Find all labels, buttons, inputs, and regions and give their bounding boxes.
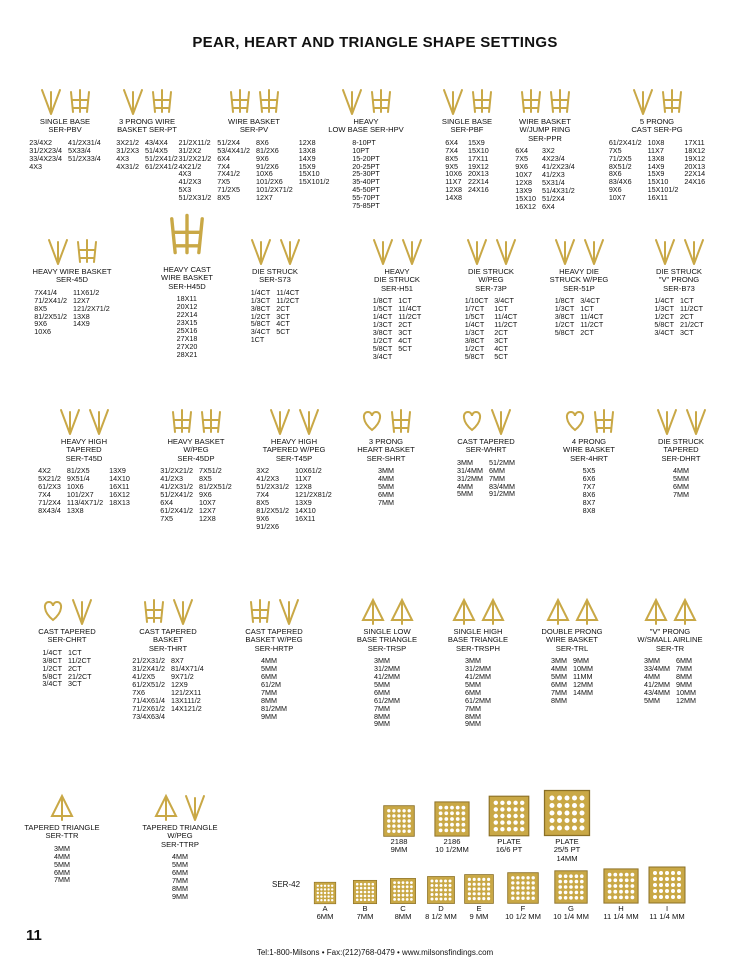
size-column: 8X7 81/4X71/4 9X71/2 12X9 121/2X11 13X111/2 14X121/2	[171, 656, 204, 713]
size-column: 51/2X4 53/4X41/2 6X4 7X4 7X41/2 7X5 71/2X5 8X5	[217, 137, 250, 203]
heart-setting-icon	[459, 406, 485, 436]
size-column: 8X6 81/2X6 9X6 91/2X6 10X6 101/2X6 101/2X71/2 12X7	[256, 137, 293, 203]
size-list	[352, 297, 442, 360]
triangle-low-icon	[360, 596, 386, 626]
triangle-side-icon	[574, 596, 600, 626]
size-column: 11/4CT 11/2CT 2CT 3CT 4CT 5CT	[276, 287, 300, 337]
perforated-plate-icon	[433, 800, 471, 838]
perforated-plate-icon	[313, 881, 337, 905]
prong-side-icon	[681, 236, 707, 266]
size-column: 3X2 4X23/4 41/2X23/4 41/2X3 5X31/4 51/4X31/2 51/2X4 6X4	[542, 146, 575, 211]
setting-label: HEAVY HIGH TAPERED SER-T45D	[60, 437, 108, 463]
size-list	[22, 289, 122, 336]
size-list	[505, 147, 585, 210]
size-column: 15X9 15X10 17X11 19X12 20X13 22X14 24X16	[468, 137, 489, 195]
setting-images	[352, 402, 420, 436]
plate-item	[425, 800, 479, 855]
size-column: 1/4CT 3/8CT 1/2CT 5/8CT 3/4CT	[42, 647, 62, 689]
ser42-item-label: E 9 MM	[469, 904, 489, 922]
perforated-plate-icon	[553, 869, 589, 905]
size-column: 31/2X21/2 41/2X3 41/2X31/2 51/2X41/2 6X4 61/2X41/2 7X5	[160, 466, 193, 523]
size-column: 3X21/2 31/2X3 4X3 4X31/2	[116, 137, 139, 171]
setting-images	[634, 232, 724, 266]
setting-item	[352, 232, 442, 360]
setting-images	[505, 82, 585, 116]
ser42-item-label: D 8 1/2 MM	[425, 904, 457, 922]
ser42-item-label: C 8MM	[394, 904, 412, 922]
v-prong-icon	[170, 596, 196, 626]
setting-item	[592, 82, 722, 202]
setting-label: "V" PRONG W/SMALL AIRLINE SER-TR	[637, 627, 703, 653]
triangle-side-icon	[389, 596, 415, 626]
setting-item	[118, 592, 218, 720]
size-column: 1/10CT 1/7CT 1/5CT 1/4CT 1/3CT 3/8CT 1/2CT 5/8CT	[464, 296, 489, 361]
setting-images	[22, 82, 108, 116]
size-column: 43/4X4 51/4X5 51/2X41/2 61/2X41/2	[145, 137, 178, 171]
size-list	[548, 467, 630, 514]
page-title: PEAR, HEART AND TRIANGLE SHAPE SETTINGS	[192, 34, 558, 51]
setting-images	[432, 82, 502, 116]
setting-label: 5 PRONG CAST SER-PG	[631, 117, 683, 135]
setting-images	[22, 402, 146, 436]
size-column: 1/8CT 1/3CT 3/8CT 1/2CT 5/8CT	[554, 296, 575, 337]
setting-images	[22, 232, 122, 266]
size-list	[22, 845, 102, 885]
setting-images	[640, 402, 722, 436]
size-list	[108, 139, 186, 171]
size-column: 3/4CT 1CT 11/4CT 11/2CT 2CT	[580, 296, 604, 337]
size-list	[146, 467, 246, 522]
setting-images	[538, 232, 620, 266]
heart-basket-icon	[562, 406, 588, 436]
setting-images	[142, 200, 232, 264]
setting-images	[624, 592, 716, 626]
perforated-plate-icon	[647, 865, 687, 905]
size-list	[446, 459, 526, 499]
plate-label: PLATE 25/5 PT 14MM	[553, 837, 581, 863]
heart-basket-icon	[359, 406, 385, 436]
setting-label: WIRE BASKET W/JUMP RING SER-PPR	[519, 117, 571, 143]
setting-item	[238, 592, 310, 720]
size-column: 23/4X2 31/2X23/4 33/4X23/4 4X3	[29, 137, 62, 171]
wire-basket-icon	[388, 406, 414, 436]
size-list	[452, 297, 530, 360]
size-list	[22, 649, 112, 689]
perforated-plate-icon	[506, 871, 540, 905]
basket-setting-icon	[67, 86, 93, 116]
size-column: 4MM 5MM 6MM 7MM	[673, 466, 689, 499]
setting-label: DIE STRUCK SER-S73	[252, 267, 298, 285]
size-column: 6X4 7X5 9X6 10X7 12X8 13X9 15X10 16X12	[515, 146, 536, 211]
wire-basket-icon	[256, 86, 282, 116]
setting-item	[22, 402, 146, 515]
ser42-item-label: F 10 1/2 MM	[505, 904, 541, 922]
size-list	[240, 467, 348, 530]
ser42-item	[456, 873, 502, 922]
size-list	[592, 139, 722, 202]
setting-images	[240, 232, 310, 266]
v-prong-icon	[182, 792, 208, 822]
setting-images	[442, 592, 514, 626]
footer-contact: Tel:1-800-Milsons • Fax:(212)768-0479 • www.milsonsfindings.com	[256, 948, 494, 957]
ser42-item	[598, 867, 644, 922]
size-column: 81/2X5 9X51/4 10X6 101/2X7 113/4X71/2 13X8	[66, 466, 104, 515]
wire-basket-icon	[74, 236, 100, 266]
setting-images	[22, 788, 102, 822]
perforated-plate-icon	[542, 788, 592, 838]
setting-label: SINGLE LOW BASE TRIANGLE SER-TRSP	[356, 627, 418, 653]
setting-label: CAST TAPERED SER-WHRT	[457, 437, 515, 455]
size-column: 3MM 31/4MM 31/2MM 4MM 5MM	[457, 457, 483, 499]
prong-setting-icon	[45, 236, 71, 266]
size-list	[538, 297, 620, 337]
setting-images	[532, 592, 612, 626]
perforated-plate-icon	[463, 873, 495, 905]
basket-peg-icon	[169, 406, 195, 436]
heavy-cast-basket-icon	[165, 204, 209, 264]
size-list	[142, 295, 232, 358]
prong-side-icon	[493, 236, 519, 266]
size-column: 1CT 11/2CT 2CT 21/2CT 3CT	[680, 296, 704, 337]
size-list	[322, 139, 410, 210]
five-prong-icon	[630, 86, 656, 116]
prong-setting-icon	[440, 86, 466, 116]
v-prong-icon	[652, 236, 678, 266]
setting-label: DIE STRUCK TAPERED SER-DHRT	[658, 437, 704, 463]
setting-label: CAST TAPERED BASKET W/PEG SER-HRTP	[245, 627, 303, 653]
setting-label: DIE STRUCK W/PEG SER-73P	[468, 267, 514, 293]
setting-label: TAPERED TRIANGLE SER-TTR	[24, 823, 100, 841]
size-column: 13X9 14X10 16X11 16X12 18X13	[109, 466, 130, 507]
size-column: 10X8 11X7 13X8 14X9 15X9 15X10 15X101/2 16X11	[647, 137, 679, 203]
size-list	[178, 137, 330, 203]
perforated-plate-icon	[382, 804, 416, 838]
size-column: 1CT 11/4CT 11/2CT 2CT 3CT 4CT 5CT	[398, 296, 422, 353]
size-column: 18X11 20X12 22X14 23X15 25X16 27X18 27X20 28X21	[176, 294, 198, 359]
setting-images	[130, 788, 230, 822]
setting-label: 4 PRONG WIRE BASKET SER-4HRT	[563, 437, 615, 463]
size-list	[118, 657, 218, 720]
perforated-plate-icon	[602, 867, 640, 905]
size-column: 4MM 5MM 6MM 61/2M 7MM 8MM 81/2MM 9MM	[261, 656, 287, 721]
pear-wire-basket-icon	[518, 86, 544, 116]
size-column: 3/4CT 1CT 11/4CT 11/2CT 2CT 3CT 4CT 5CT	[494, 296, 518, 361]
setting-images	[548, 402, 630, 436]
size-column: 6X4 7X4 8X5 9X5 10X6 11X7 12X8 14X8	[445, 137, 462, 203]
size-column: 1CT 11/2CT 2CT 21/2CT 3CT	[68, 647, 92, 689]
size-column: 10X61/2 11X7 12X8 121/2X81/2 13X9 14X10 16X11	[295, 466, 332, 523]
size-column: 21/2X31/2 31/2X41/2 41/2X5 61/2X51/2 7X6 71/4X61/4 71/2X61/2 73/4X63/4	[132, 656, 165, 721]
size-column: 3MM 31/2MM 41/2MM 5MM 6MM 61/2MM 7MM 8MM 9MM	[465, 656, 491, 729]
size-column: 5X5 6X6 7X7 8X6 8X7 8X8	[582, 466, 596, 515]
setting-item	[548, 402, 630, 515]
v-prong-icon	[488, 406, 514, 436]
setting-item	[22, 788, 102, 884]
size-list	[22, 139, 108, 171]
setting-item	[240, 232, 310, 344]
size-column: 4MM 5MM 6MM 7MM 8MM 9MM	[172, 852, 188, 901]
setting-item	[432, 82, 502, 202]
ser42-item-label: I 11 1/4 MM	[649, 904, 685, 922]
setting-item	[452, 232, 530, 360]
setting-label: SINGLE BASE SER-PBF	[441, 117, 493, 135]
plate-label: 2188 9MM	[390, 837, 408, 855]
setting-label: TAPERED TRIANGLE W/PEG SER-TTRP	[142, 823, 218, 849]
triangle-high-icon	[451, 596, 477, 626]
ser42-label: SER-42	[272, 880, 301, 889]
size-column: 6MM 7MM 8MM 9MM 10MM 12MM	[675, 656, 696, 705]
setting-item	[442, 592, 514, 728]
heart-setting-icon	[40, 596, 66, 626]
size-list	[238, 657, 310, 720]
setting-item	[108, 82, 186, 170]
size-column: 51/2MM 6MM 7MM 83/4MM 91/2MM	[489, 457, 515, 499]
setting-images	[446, 402, 526, 436]
triangle-outline-icon	[643, 596, 669, 626]
setting-label: HEAVY CAST WIRE BASKET SER-H45D	[161, 265, 213, 291]
triangle-side-icon	[480, 596, 506, 626]
size-column: 3MM 33/4MM 4MM 41/2MM 43/4MM 5MM	[644, 656, 670, 705]
size-column: 3X2 41/2X3 51/2X31/2 7X4 8X5 81/2X51/2 9X6 91/2X6	[256, 466, 289, 531]
size-column: 9MM 10MM 11MM 12MM 14MM	[573, 656, 593, 697]
wire-basket-icon	[547, 86, 573, 116]
setting-item	[634, 232, 724, 337]
size-column: 1/4CT 1/3CT 3/8CT 1/2CT 5/8CT 3/4CT 1CT	[250, 287, 271, 345]
size-list	[240, 289, 310, 344]
size-column: 12X8 13X8 14X9 15X9 15X10 15X101/2	[298, 137, 330, 187]
setting-item	[352, 402, 420, 507]
size-column: 4X2 5X21/2 61/2X3 7X4 71/2X4 8X43/4	[38, 466, 61, 515]
triangle-side-icon	[672, 596, 698, 626]
die-struck-icon	[370, 236, 396, 266]
size-list	[634, 297, 724, 337]
setting-label: HEAVY WIRE BASKET SER-45D	[32, 267, 112, 285]
triangle-basket-icon	[545, 596, 571, 626]
setting-label: HEAVY DIE STRUCK SER-H51	[374, 267, 420, 293]
tapered-icon	[57, 406, 83, 436]
setting-item	[624, 592, 716, 705]
setting-item	[22, 82, 108, 170]
plate-label: PLATE 16/6 PT	[495, 837, 523, 855]
setting-label: 3 PRONG HEART BASKET SER-SHRT	[357, 437, 415, 463]
setting-images	[118, 592, 218, 626]
ser42-item-label: A 6MM	[316, 904, 334, 922]
setting-images	[146, 402, 246, 436]
setting-item	[178, 82, 330, 203]
ser42-item-label: H 11 1/4 MM	[603, 904, 639, 922]
ser42-item	[548, 869, 594, 922]
ser42-item	[500, 871, 546, 922]
size-column: 3MM 4MM 5MM 6MM 7MM	[54, 843, 70, 885]
size-list	[624, 657, 716, 704]
size-list	[432, 139, 502, 202]
setting-label: DIE STRUCK "V" PRONG SER-B73	[656, 267, 702, 293]
size-list	[640, 467, 722, 499]
size-column: 1/8CT 1/5CT 1/4CT 1/3CT 3/8CT 1/2CT 5/8CT 3/4CT	[372, 296, 393, 361]
die-struck-peg-icon	[464, 236, 490, 266]
prong-side-icon	[296, 406, 322, 436]
perforated-plate-icon	[389, 877, 417, 905]
ser42-item-label: G 10 1/4 MM	[553, 904, 589, 922]
setting-label: DOUBLE PRONG WIRE BASKET SER-TRL	[541, 627, 603, 653]
setting-images	[322, 82, 410, 116]
setting-item	[640, 402, 722, 499]
size-list	[352, 467, 420, 507]
size-column: 11X61/2 12X7 121/2X71/2 13X8 14X9	[73, 287, 110, 329]
setting-images	[452, 232, 530, 266]
setting-label: CAST TAPERED SER-CHRT	[38, 627, 96, 645]
setting-images	[352, 592, 422, 626]
plate-item	[372, 804, 426, 855]
size-list	[130, 853, 230, 900]
die-struck-icon	[248, 236, 274, 266]
setting-item	[532, 592, 612, 705]
size-column: 41/2X31/4 5X33/4 51/2X33/4	[68, 137, 101, 163]
prong-side-icon	[86, 406, 112, 436]
ser42-item-label: B 7MM	[356, 904, 374, 922]
perforated-plate-icon	[487, 794, 531, 838]
tapered-triangle-icon	[49, 792, 75, 822]
basket-setting-icon	[469, 86, 495, 116]
v-prong-icon	[683, 406, 709, 436]
setting-item	[142, 200, 232, 358]
die-struck-icon	[654, 406, 680, 436]
size-column: 21/2X11/2 31/2X2 31/2X21/2 4X21/2 4X3 41/2X3 5X3 51/2X31/2	[178, 137, 212, 203]
size-list	[22, 467, 146, 514]
pear-wire-basket-icon	[227, 86, 253, 116]
v-prong-icon	[69, 596, 95, 626]
three-prong-icon	[120, 86, 146, 116]
plate-item	[540, 788, 594, 863]
wire-basket-icon	[149, 86, 175, 116]
page-number: 11	[26, 927, 42, 944]
tapered-triangle-icon	[153, 792, 179, 822]
setting-item	[538, 232, 620, 337]
size-list	[442, 657, 514, 728]
size-column: 3MM 31/2MM 41/2MM 5MM 6MM 61/2MM 7MM 8MM 9MM	[374, 656, 400, 729]
setting-label: WIRE BASKET SER-PV	[228, 117, 280, 135]
die-struck-peg-icon	[552, 236, 578, 266]
prong-side-icon	[277, 236, 303, 266]
size-column: 3MM 4MM 5MM 6MM 7MM 8MM	[551, 656, 567, 705]
size-column: 7X41/4 71/2X41/2 8X5 81/2X51/2 9X6 10X6	[34, 287, 67, 337]
size-column: 7X51/2 8X5 81/2X51/2 9X6 10X7 12X7 12X8	[199, 466, 232, 523]
setting-images	[592, 82, 722, 116]
prong-side-icon	[399, 236, 425, 266]
setting-item	[322, 82, 410, 210]
prong-side-icon	[581, 236, 607, 266]
setting-item	[505, 82, 585, 210]
setting-label: HEAVY HIGH TAPERED W/PEG SER-T45P	[262, 437, 326, 463]
size-list	[532, 657, 612, 704]
setting-item	[240, 402, 348, 530]
setting-label: HEAVY DIE STRUCK W/PEG SER-51P	[549, 267, 609, 293]
setting-item	[130, 788, 230, 901]
size-column: 17X11 18X12 19X12 20X13 22X14 24X16	[684, 137, 706, 187]
size-column: 3MM 4MM 5MM 6MM 7MM	[378, 466, 394, 507]
setting-label: SINGLE HIGH BASE TRIANGLE SER-TRSPH	[447, 627, 509, 653]
pear-prong-icon	[339, 86, 365, 116]
plate-item	[482, 794, 536, 855]
size-column: 61/2X41/2 7X5 71/2X5 8X51/2 8X6 83/4X6 9X6 10X7	[608, 137, 642, 203]
setting-images	[240, 402, 348, 436]
setting-item	[446, 402, 526, 498]
setting-label: CAST TAPERED BASKET SER-THRT	[139, 627, 197, 653]
cast-basket-peg-icon	[247, 596, 273, 626]
size-list	[352, 657, 422, 728]
ser42-item	[644, 865, 690, 922]
low-basket-icon	[368, 86, 394, 116]
setting-label: HEAVY BASKET W/PEG SER-45DP	[167, 437, 225, 463]
setting-label: HEAVY LOW BASE SER-HPV	[328, 117, 404, 135]
setting-label: 3 PRONG WIRE BASKET SER-PT	[117, 117, 177, 135]
wire-basket-icon	[591, 406, 617, 436]
setting-images	[22, 592, 112, 626]
setting-images	[238, 592, 310, 626]
tapered-peg-icon	[267, 406, 293, 436]
size-column: 8-10PT 10PT 15-20PT 20-25PT 25-30PT 35-40PT 45-50PT 55-70PT 75-85PT	[352, 137, 380, 211]
cast-setting-icon	[659, 86, 685, 116]
prong-setting-icon	[38, 86, 64, 116]
setting-item	[22, 232, 122, 336]
size-column: 1/4CT 1/3CT 1/2CT 5/8CT 3/4CT	[654, 296, 674, 337]
plate-label: 2186 10 1/2MM	[435, 837, 469, 855]
setting-item	[22, 592, 112, 688]
setting-item	[352, 592, 422, 728]
setting-label: SINGLE BASE SER-PBV	[39, 117, 91, 135]
setting-images	[108, 82, 186, 116]
cast-basket-icon	[141, 596, 167, 626]
wire-basket-icon	[198, 406, 224, 436]
v-prong-icon	[276, 596, 302, 626]
perforated-plate-icon	[352, 879, 378, 905]
setting-item	[146, 402, 246, 523]
setting-images	[198, 82, 310, 116]
setting-images	[352, 232, 442, 266]
perforated-plate-icon	[426, 875, 456, 905]
